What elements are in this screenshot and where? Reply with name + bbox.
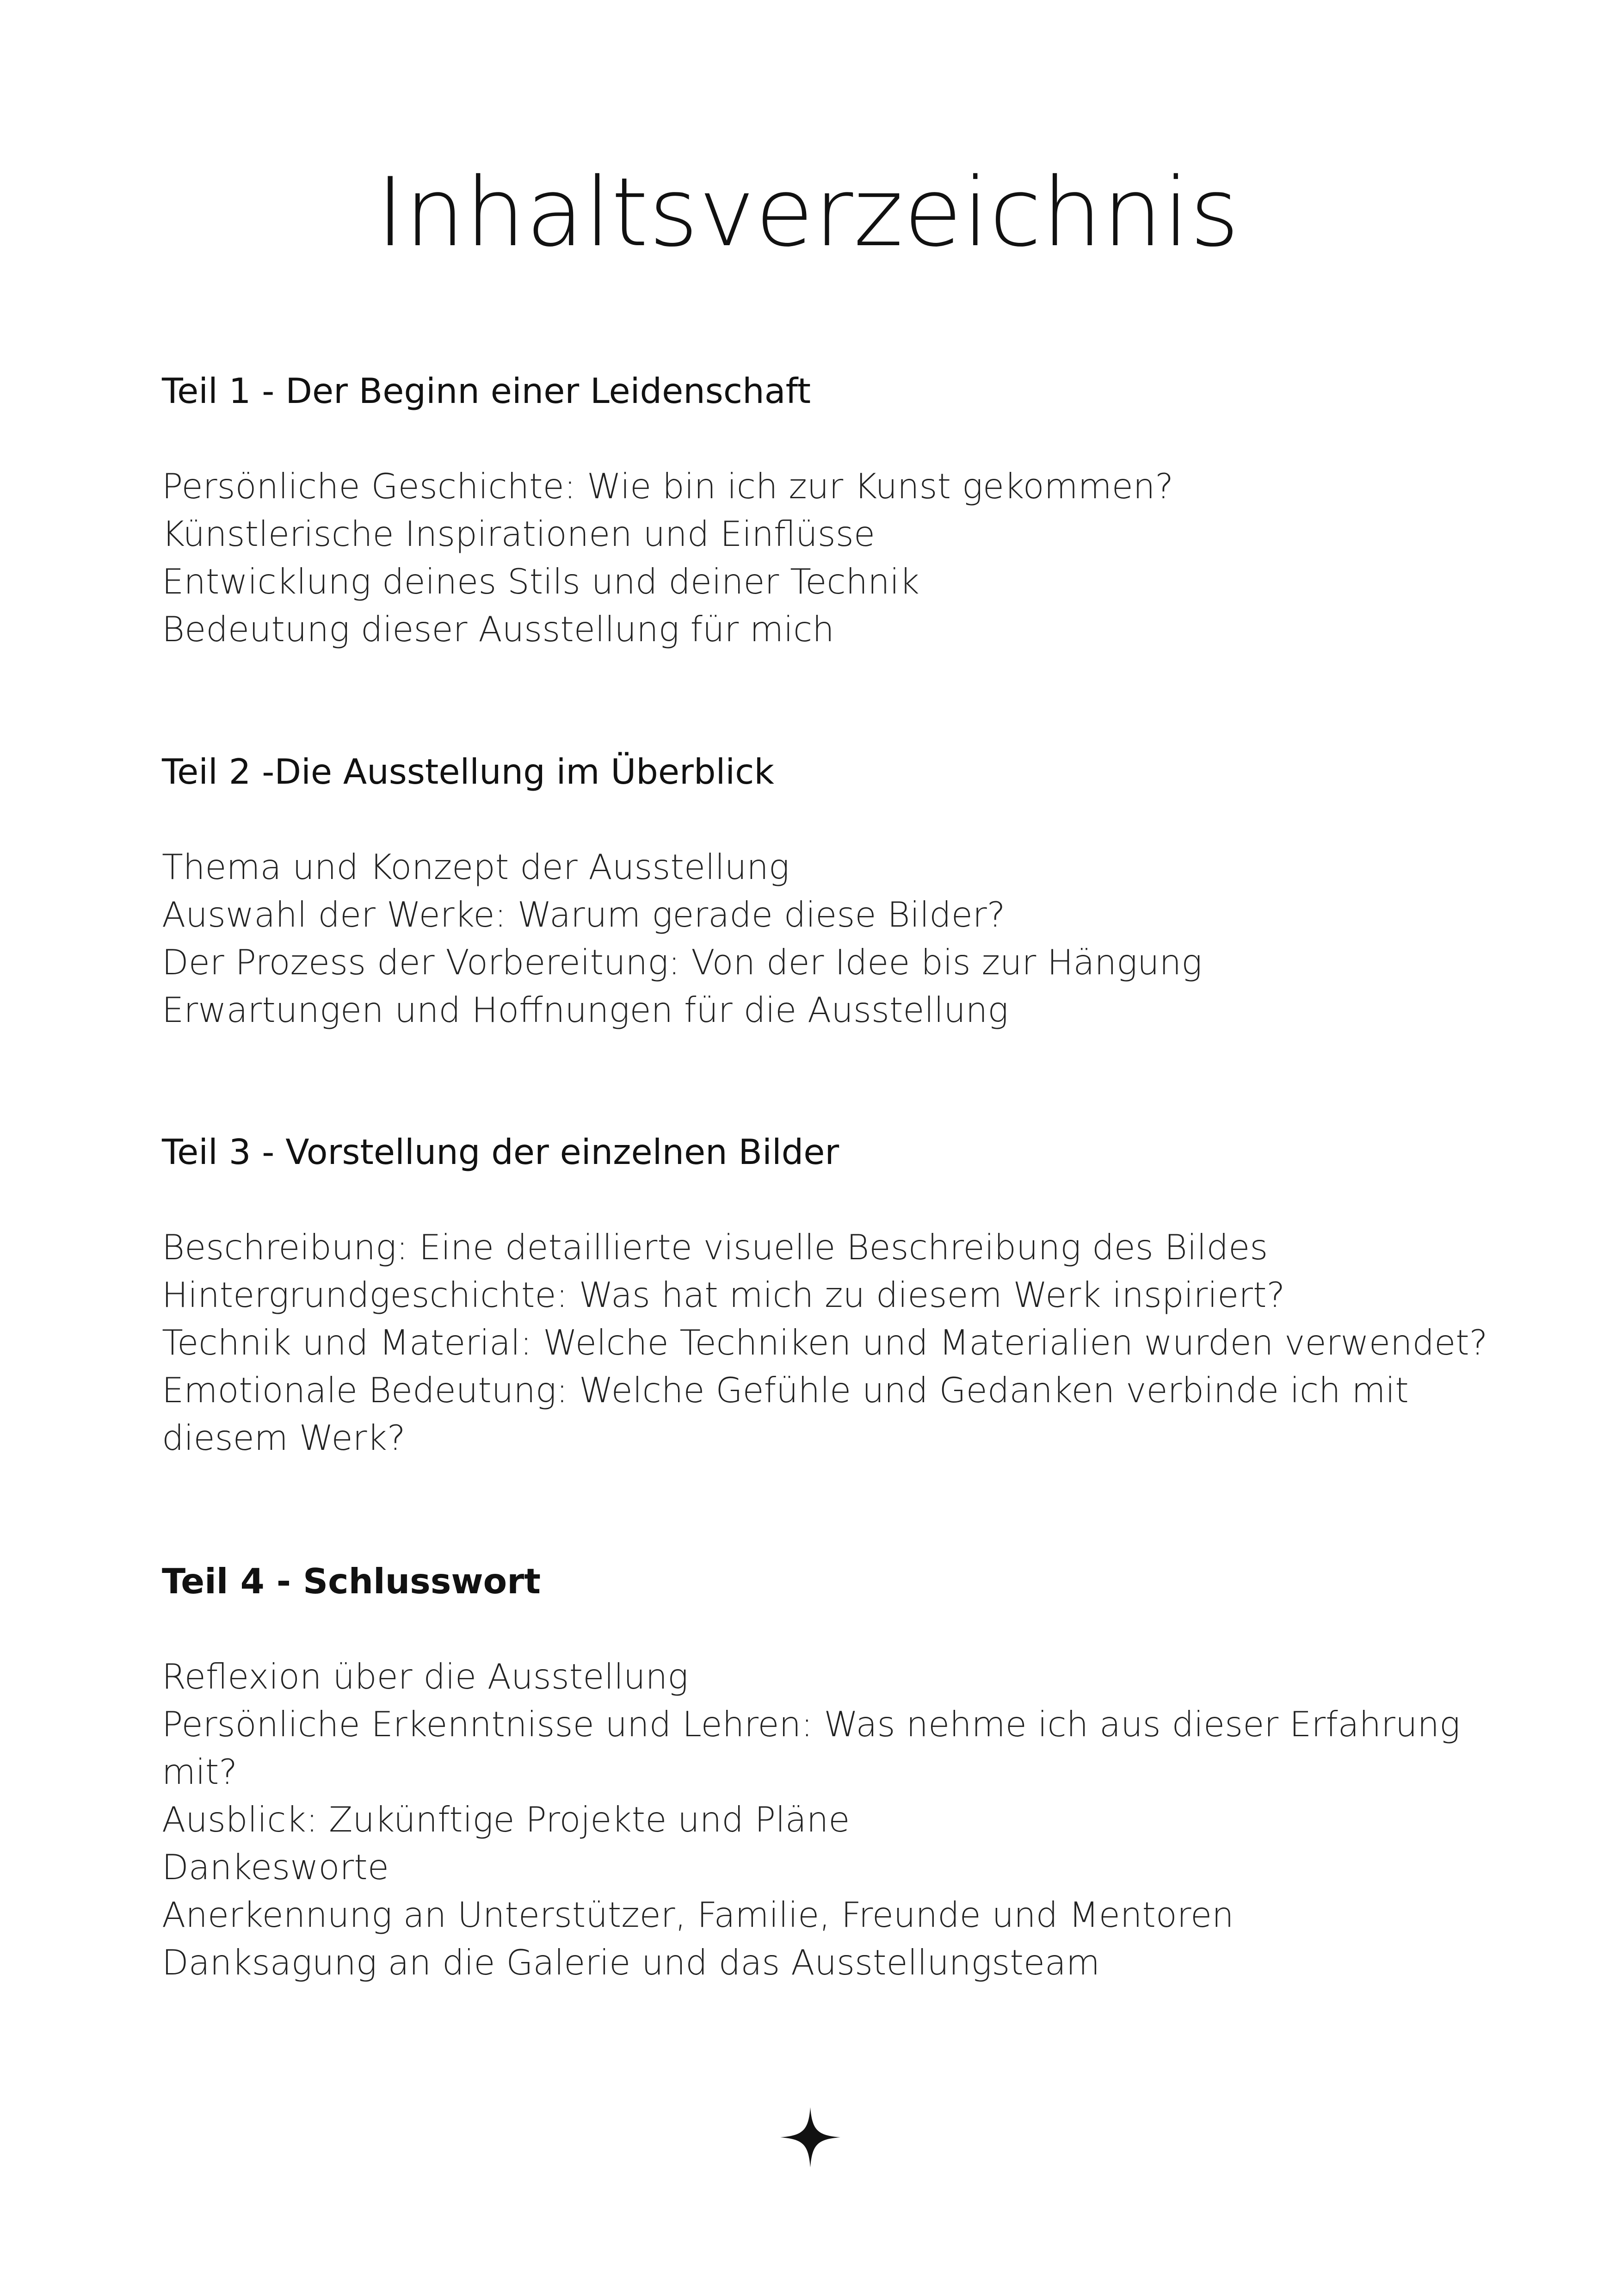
list-item: Auswahl der Werke: Warum gerade diese Bilder? (162, 894, 1005, 935)
section-heading: Teil 3 - Vorstellung der einzelnen Bilder (162, 1132, 839, 1172)
list-item: Persönliche Geschichte: Wie bin ich zur Kunst gekommen? (162, 466, 1174, 507)
list-item: Ausblick: Zukünftige Projekte und Pläne (162, 1799, 850, 1840)
list-item: Persönliche Erkenntnisse und Lehren: Was nehme ich aus dieser Erfahrung mit? (162, 1704, 1461, 1792)
section-teil-2 (162, 749, 1503, 1034)
list-item: Danksagung an die Galerie und das Ausstellungsteam (162, 1942, 1100, 1983)
section-items (162, 1653, 1503, 1987)
section-heading: Teil 1 - Der Beginn einer Leidenschaft (162, 371, 811, 411)
list-item: Der Prozess der Vorbereitung: Von der Idee bis zur Hängung (162, 942, 1203, 983)
section-heading: Teil 2 -Die Ausstellung im Überblick (162, 751, 774, 792)
list-item: Dankesworte (162, 1847, 389, 1888)
section-heading: Teil 4 - Schlusswort (162, 1561, 541, 1602)
list-item: Künstlerische Inspirationen und Einflüsse (162, 514, 875, 554)
list-item: Thema und Konzept der Ausstellung (162, 847, 789, 887)
list-item: Emotionale Bedeutung: Welche Gefühle und Gedanken verbinde ich mit diesem Werk? (162, 1370, 1409, 1458)
list-item: Entwicklung deines Stils und deiner Technik (162, 561, 919, 602)
list-item: Erwartungen und Hoffnungen für die Ausstellung (162, 990, 1009, 1030)
section-teil-4 (162, 1558, 1503, 1987)
four-point-star-icon (780, 2107, 840, 2167)
list-item: Bedeutung dieser Ausstellung für mich (162, 609, 834, 650)
list-item: Hintergrundgeschichte: Was hat mich zu diesem Werk inspiriert? (162, 1275, 1285, 1315)
list-item: Anerkennung an Unterstützer, Familie, Freunde und Mentoren (162, 1894, 1234, 1935)
page-title: Inhaltsverzeichnis (376, 158, 1240, 268)
list-item: Reflexion über die Ausstellung (162, 1656, 689, 1697)
section-teil-1 (162, 368, 1503, 653)
section-items (162, 843, 1503, 1034)
section-items (162, 463, 1503, 653)
list-item: Beschreibung: Eine detaillierte visuelle Beschreibung des Bildes (162, 1227, 1268, 1268)
section-teil-3 (162, 1129, 1503, 1462)
list-item: Technik und Material: Welche Techniken und Materialien wurden verwendet? (162, 1322, 1488, 1363)
section-items (162, 1224, 1503, 1462)
